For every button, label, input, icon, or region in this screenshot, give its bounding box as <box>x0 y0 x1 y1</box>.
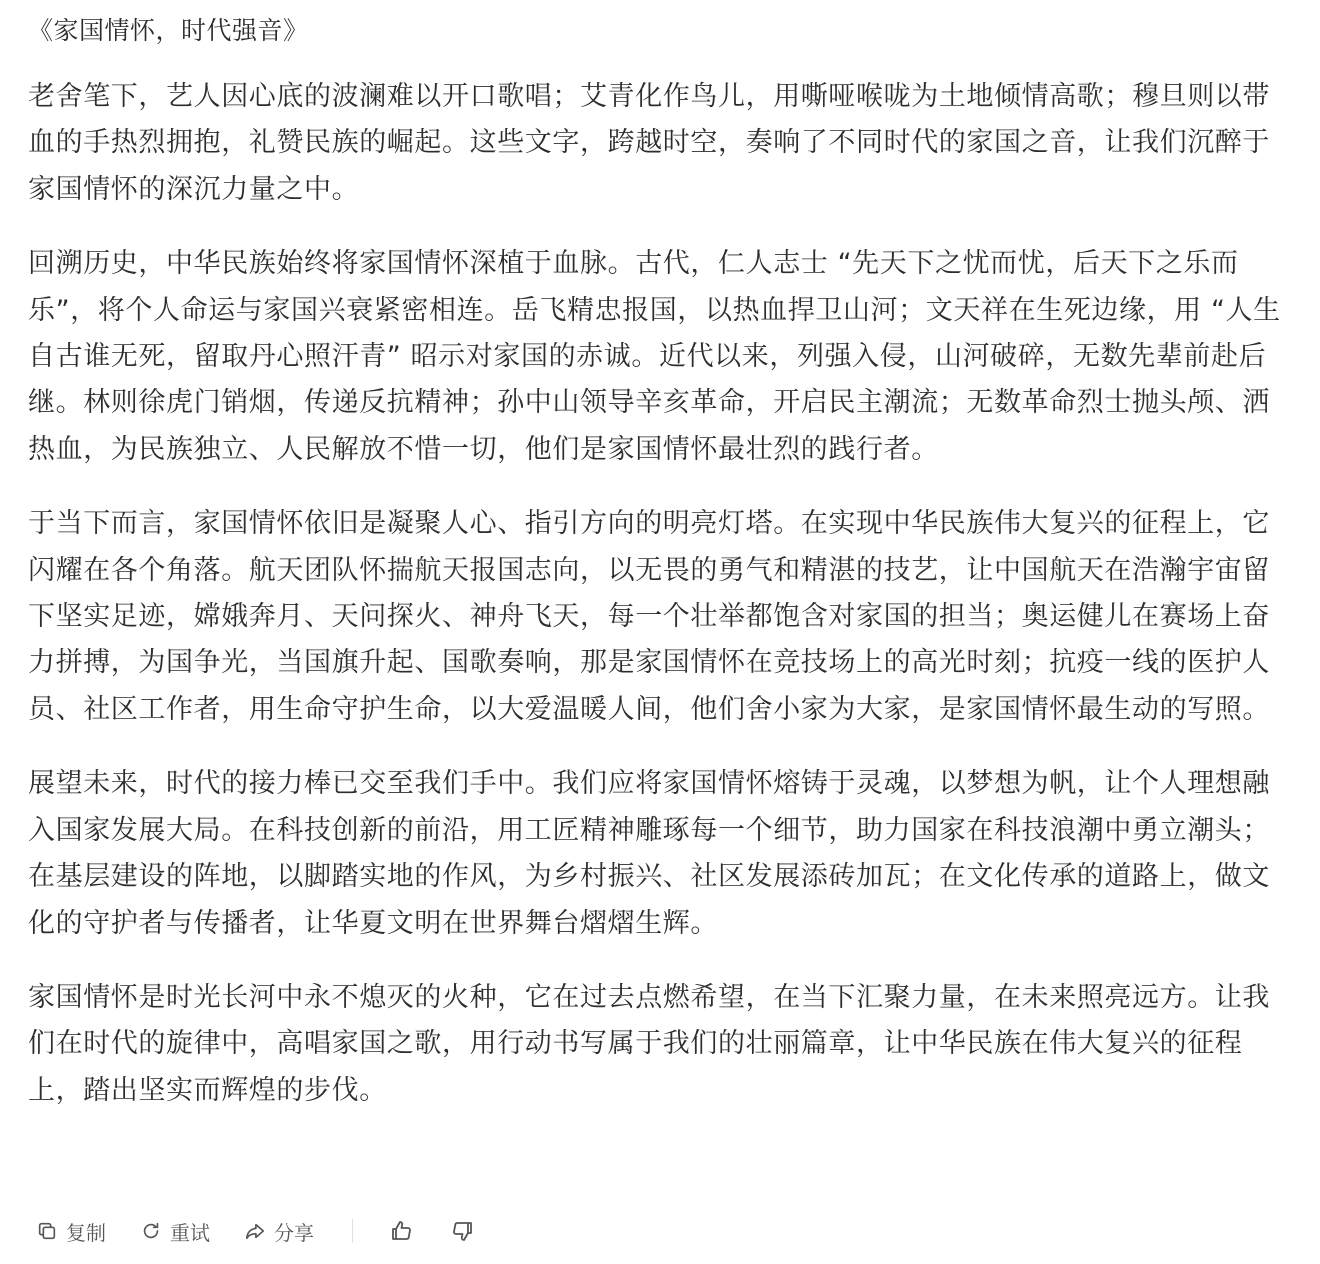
paragraph-2: 回溯历史，中华民族始终将家国情怀深植于血脉。古代，仁人志士 “先天下之忧而忧，后天下之乐而乐”，将个人命运与家国兴衰紧密相连。岳飞精忠报国，以热血捍卫山河；文天祥在生死边缘，用 “人生自古谁无死，留取丹心照汗青” 昭示对家国的赤诚。近代以来，列强入侵，山河破碎，无数先辈前赴后继。林则徐虎门销烟，传递反抗精神；孙中山领导辛亥革命，开启民主潮流；无数革命烈士抛头颅、洒热血，为民族独立、人民解放不惜一切，他们是家国情怀最壮烈的践行者。 <box>28 248 1281 465</box>
paragraph-3: 于当下而言，家国情怀依旧是凝聚人心、指引方向的明亮灯塔。在实现中华民族伟大复兴的征程上，它闪耀在各个角落。航天团队怀揣航天报国志向，以无畏的勇气和精湛的技艺，让中国航天在浩瀚宇宙留下坚实足迹，嫦娥奔月、天问探火、神舟飞天，每一个壮举都饱含对家国的担当；奥运健儿在赛场上奋力拼搏，为国争光，当国旗升起、国歌奏响，那是家国情怀在竞技场上的高光时刻；抗疫一线的医护人员、社区工作者，用生命守护生命，以大爱温暖人间，他们舍小家为大家，是家国情怀最生动的写照。 <box>28 508 1270 725</box>
toolbar-divider <box>352 1219 353 1243</box>
paragraph-4: 展望未来，时代的接力棒已交至我们手中。我们应将家国情怀熔铸于灵魂，以梦想为帆，让个人理想融入国家发展大局。在科技创新的前沿，用工匠精神雕琢每一个细节，助力国家在科技浪潮中勇立潮头；在基层建设的阵地，以脚踏实地的作风，为乡村振兴、社区发展添砖加瓦；在文化传承的道路上，做文化的守护者与传播者，让华夏文明在世界舞台熠熠生辉。 <box>28 768 1270 939</box>
share-label: 分享 <box>274 1220 314 1245</box>
response-article <box>28 8 1290 1142</box>
like-button[interactable] <box>389 1219 413 1243</box>
copy-icon <box>36 1220 58 1242</box>
thumbs-up-icon <box>389 1219 413 1243</box>
paragraph-5: 家国情怀是时光长河中永不熄灭的火种，它在过去点燃希望，在当下汇聚力量，在未来照亮远方。让我们在时代的旋律中，高唱家国之歌，用行动书写属于我们的壮丽篇章，让中华民族在伟大复兴的征程上，踏出坚实而辉煌的步伐。 <box>28 981 1270 1106</box>
share-icon <box>244 1220 266 1242</box>
retry-button[interactable] <box>140 1217 210 1246</box>
copy-label: 复制 <box>66 1220 106 1245</box>
article-title: 《家国情怀，时代强音》 <box>28 16 309 45</box>
retry-label: 重试 <box>170 1220 210 1245</box>
response-toolbar <box>36 1212 513 1250</box>
share-button[interactable] <box>244 1217 314 1246</box>
thumbs-down-icon <box>451 1219 475 1243</box>
dislike-button[interactable] <box>451 1219 475 1243</box>
copy-button[interactable] <box>36 1217 106 1246</box>
refresh-icon <box>140 1220 162 1242</box>
paragraph-1: 老舍笔下，艺人因心底的波澜难以开口歌唱；艾青化作鸟儿，用嘶哑喉咙为土地倾情高歌；穆旦则以带血的手热烈拥抱，礼赞民族的崛起。这些文字，跨越时空，奏响了不同时代的家国之音，让我们沉醉于家国情怀的深沉力量之中。 <box>28 81 1270 205</box>
